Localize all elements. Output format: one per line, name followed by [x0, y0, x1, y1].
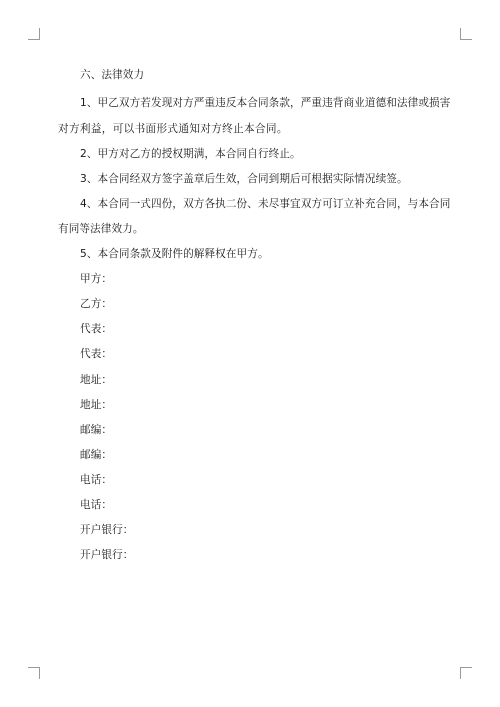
field-party-a: 甲方： — [80, 273, 113, 285]
field-address-a: 地址： — [80, 374, 113, 386]
crop-mark-bottom-right — [460, 667, 472, 679]
clause-1-line-1: 1、甲乙双方若发现对方严重违反本合同条款，严重违背商业道德和法律或损害 — [80, 97, 451, 109]
crop-mark-top-left — [28, 28, 40, 40]
field-postcode-b: 邮编： — [80, 449, 113, 461]
field-postcode-a: 邮编： — [80, 424, 113, 436]
clause-3: 3、本合同经双方签字盖章后生效，合同到期后可根据实际情况续签。 — [80, 173, 408, 185]
crop-mark-bottom-left — [28, 667, 40, 679]
crop-mark-top-right — [460, 28, 472, 40]
field-representative-a: 代表： — [80, 323, 113, 335]
clause-5: 5、本合同条款及附件的解释权在甲方。 — [80, 248, 269, 260]
clause-1-line-2: 对方利益，可以书面形式通知对方终止本合同。 — [58, 123, 288, 135]
field-representative-b: 代表： — [80, 348, 113, 360]
field-address-b: 地址： — [80, 399, 113, 411]
field-bank-b: 开户银行： — [80, 549, 134, 561]
clause-2: 2、甲方对乙方的授权期满，本合同自行终止。 — [80, 148, 301, 160]
clause-4-line-1: 4、本合同一式四份，双方各执二份、未尽事宜双方可订立补充合同，与本合同 — [80, 198, 451, 210]
clause-4-line-2: 有同等法律效力。 — [58, 223, 144, 235]
field-bank-a: 开户银行： — [80, 524, 134, 536]
field-party-b: 乙方： — [80, 298, 113, 310]
field-phone-b: 电话： — [80, 499, 113, 511]
section-heading: 六、法律效力 — [80, 69, 145, 81]
field-phone-a: 电话： — [80, 474, 113, 486]
